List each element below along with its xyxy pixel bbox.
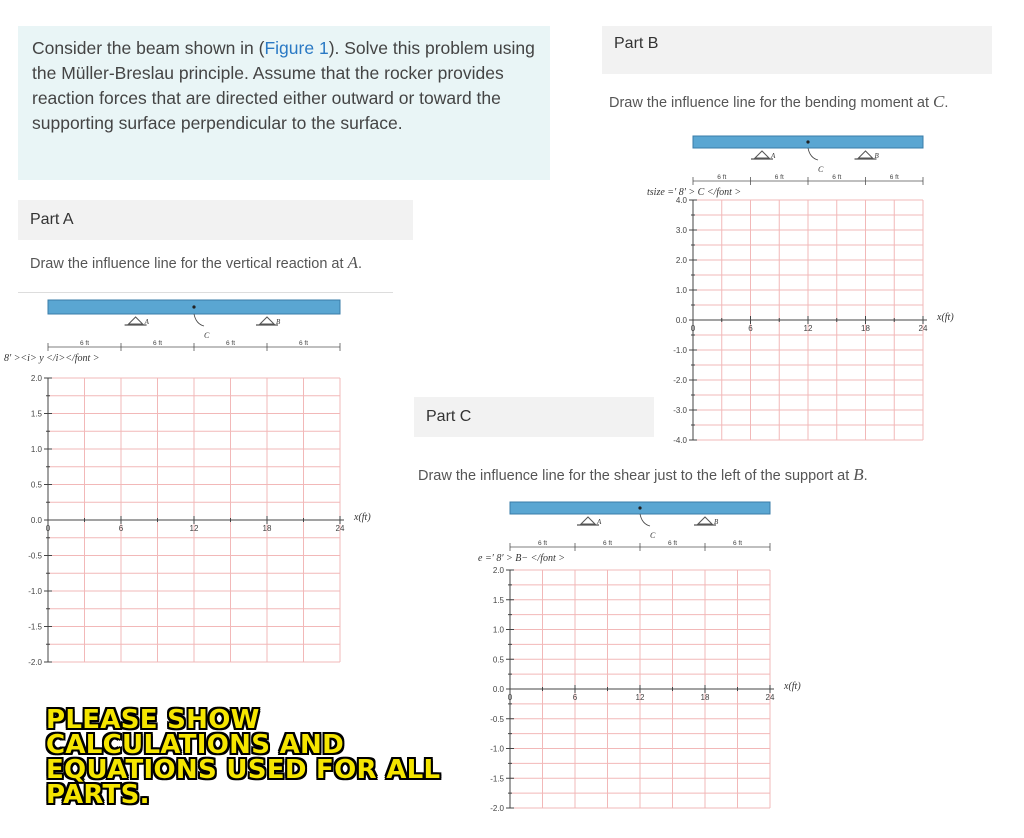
part-a-divider [18, 292, 393, 293]
y-tick-label: 0.0 [492, 685, 504, 694]
x-tick-label: 18 [861, 324, 870, 333]
point-c-leader [808, 148, 818, 160]
span-label: 6 ft [774, 174, 784, 181]
point-c-leader [640, 514, 650, 526]
y-tick-label: 1.0 [30, 445, 42, 454]
rendered-code-label: tsize =′ 8′ > C </font > [647, 187, 742, 198]
x-tick-label: 0 [690, 324, 696, 333]
point-c-dot [806, 140, 809, 143]
support-a-support-label: A [771, 152, 776, 160]
y-tick-label: 3.0 [675, 226, 687, 235]
y-tick-label: 2.0 [30, 374, 42, 383]
y-tick-label: -4.0 [673, 436, 687, 445]
instruction-note: PLEASE SHOW CALCULATIONS AND EQUATIONS USED FOR ALL PARTS. [46, 705, 441, 810]
y-tick-label: 1.5 [492, 595, 504, 605]
part-a-prompt-end: . [357, 256, 362, 272]
support-b-support-label: B [874, 152, 879, 160]
part-b-widget[interactable] [645, 130, 975, 448]
x-axis-title: x(ft) [937, 312, 954, 323]
x-tick-label: 12 [803, 324, 813, 333]
y-tick-label: -2.0 [490, 804, 504, 813]
point-c-leader [194, 314, 204, 326]
span-label: 6 ft [832, 174, 842, 181]
x-tick-label: 6 [748, 324, 753, 333]
span-label: 6 ft [152, 340, 163, 347]
rendered-code-label: 8′ ><i> y </i></font > [4, 353, 100, 364]
y-tick-label: 2.0 [492, 566, 504, 575]
part-c-title: Part C [426, 408, 472, 425]
span-label: 6 ft [717, 174, 727, 181]
span-label: 6 ft [225, 340, 236, 347]
x-tick-label: 6 [572, 693, 578, 702]
y-tick-label: 0.0 [30, 516, 42, 525]
y-tick-label: 0.5 [492, 655, 504, 665]
y-tick-label: 0.5 [30, 480, 42, 490]
part-a-title: Part A [30, 211, 74, 228]
point-c-dot [192, 305, 195, 308]
part-a-prompt-text: Draw the influence line for the vertical reaction at [30, 256, 348, 272]
part-c-prompt [418, 465, 868, 485]
span-label: 6 ft [602, 540, 613, 547]
x-axis-title: x(ft) [784, 681, 801, 692]
support-b-support-label: B [714, 518, 719, 526]
span-label: 6 ft [79, 340, 90, 347]
part-c-header[interactable] [414, 397, 654, 437]
y-tick-label: -1.5 [28, 622, 42, 632]
span-label: 6 ft [298, 340, 309, 347]
y-tick-label: 4.0 [675, 196, 687, 205]
x-tick-label: 6 [118, 524, 124, 533]
x-tick-label: 18 [262, 524, 272, 533]
point-c-label: C [650, 531, 656, 540]
x-tick-label: 18 [700, 693, 710, 702]
y-tick-label: 1.5 [30, 409, 42, 419]
part-c-prompt-text: Draw the influence line for the shear just to the left of the support at [418, 468, 854, 484]
support-a-support-label: A [597, 518, 602, 526]
y-tick-label: 1.0 [675, 286, 687, 295]
x-tick-label: 0 [45, 524, 51, 533]
x-tick-label: 12 [635, 693, 645, 702]
point-c-label: C [204, 331, 210, 340]
point-c-label: C [818, 165, 824, 174]
x-tick-label: 24 [918, 324, 928, 333]
problem-statement [18, 26, 550, 180]
part-b-prompt-text: Draw the influence line for the bending moment at [609, 95, 934, 111]
part-b-prompt-end: . [944, 95, 949, 111]
support-a-support-icon [581, 517, 595, 524]
part-b-header[interactable] [602, 26, 992, 74]
x-tick-label: 24 [335, 524, 345, 533]
problem-text-start: Consider the beam shown in ( [32, 38, 265, 58]
rendered-code-label: e =′ 8′ > B− </font > [478, 553, 565, 564]
x-tick-label: 0 [507, 693, 513, 702]
problem-text-end: ). Solve this problem using the Müller-Breslau principle. Assume that the rocker provides reaction forces that are directed either outward or toward the supporting surface perpendicular to the surface. [32, 38, 535, 133]
support-b-support-label: B [276, 318, 281, 326]
part-b-prompt-var: C [933, 92, 945, 111]
y-tick-label: -1.0 [28, 587, 42, 596]
part-c-prompt-var: B [853, 465, 864, 484]
y-tick-label: -0.5 [490, 714, 504, 724]
support-a-support-icon [755, 151, 769, 158]
y-tick-label: -2.0 [673, 376, 687, 385]
y-tick-label: 1.0 [492, 625, 504, 635]
span-label: 6 ft [667, 540, 678, 547]
y-tick-label: -1.5 [490, 774, 504, 784]
part-b-prompt [609, 92, 948, 112]
span-label: 6 ft [732, 540, 743, 547]
point-c-dot [638, 506, 641, 509]
y-tick-label: -1.0 [490, 744, 504, 754]
support-b-support-icon [698, 517, 712, 524]
part-b-title: Part B [614, 35, 659, 52]
part-a-prompt-var: A [347, 253, 358, 272]
part-c-widget[interactable] [470, 496, 820, 816]
part-a-header[interactable] [18, 200, 413, 240]
x-axis-title: x(ft) [354, 512, 371, 523]
y-tick-label: 2.0 [675, 256, 687, 265]
part-c-prompt-end: . [863, 468, 868, 484]
support-a-support-icon [129, 317, 143, 324]
part-a-prompt [30, 253, 362, 273]
support-b-support-icon [859, 151, 873, 158]
x-tick-label: 24 [765, 693, 775, 702]
support-a-support-label: A [144, 318, 149, 326]
span-label: 6 ft [889, 174, 899, 181]
figure-link[interactable]: Figure 1 [264, 38, 329, 58]
y-tick-label: -1.0 [673, 346, 687, 355]
x-tick-label: 12 [189, 524, 199, 533]
y-tick-label: 0.0 [675, 316, 687, 325]
y-tick-label: -2.0 [28, 658, 42, 667]
part-a-widget[interactable] [0, 296, 400, 676]
y-tick-label: -0.5 [28, 551, 42, 561]
y-tick-label: -3.0 [673, 406, 687, 415]
support-b-support-icon [260, 317, 274, 324]
span-label: 6 ft [537, 540, 548, 547]
